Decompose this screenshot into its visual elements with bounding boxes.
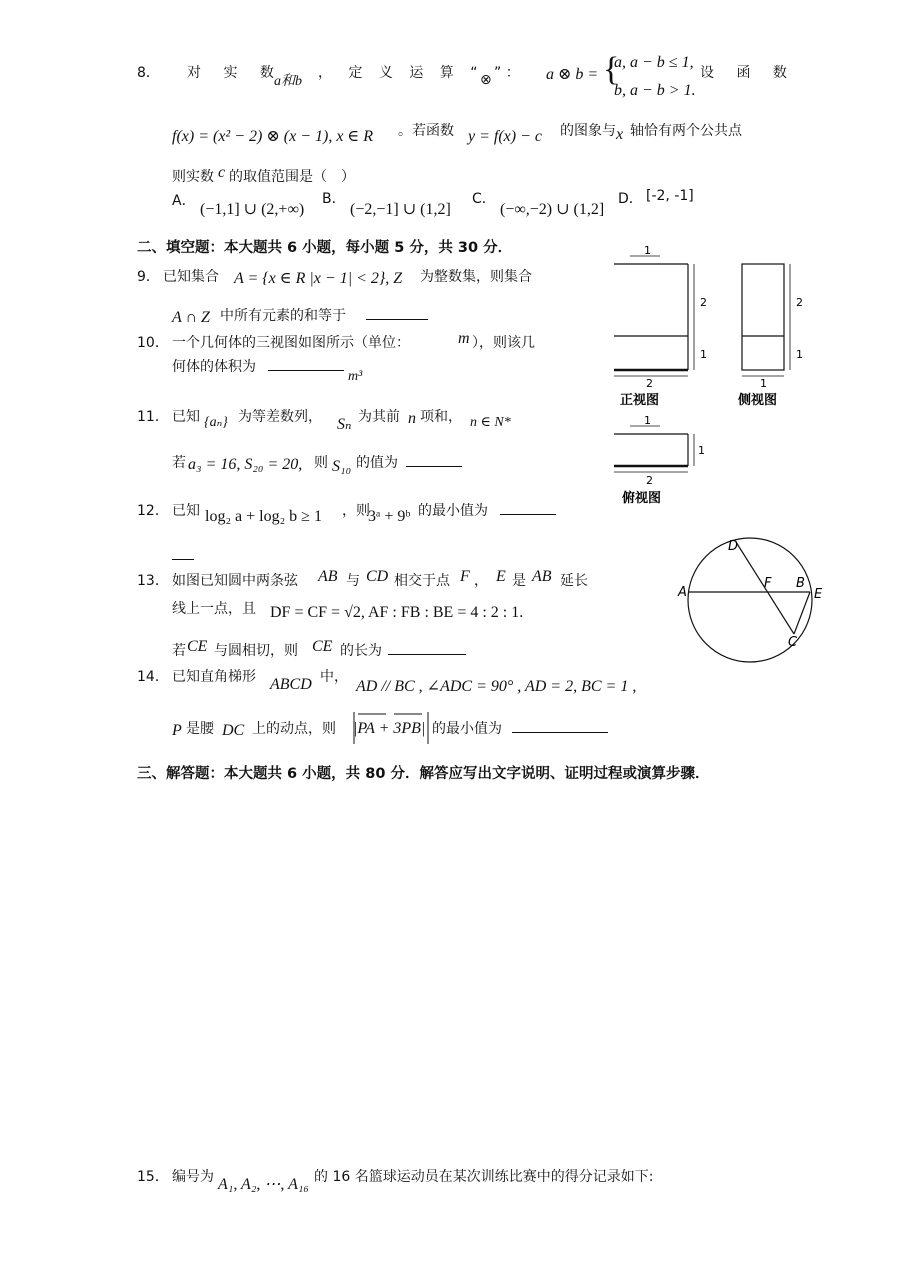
q13-e: E bbox=[496, 568, 506, 585]
q8-text-6: 的图象与 bbox=[560, 123, 616, 139]
q8-text-4: 设 函 数 bbox=[700, 65, 796, 81]
q14-text-1: 已知直角梯形 bbox=[172, 669, 256, 685]
circle-figure bbox=[674, 534, 834, 668]
q8-text-2: ， 定 义 运 算 “ bbox=[318, 65, 484, 81]
q12-number: 12． bbox=[137, 503, 169, 519]
top-dim-label-1: 1 bbox=[644, 414, 651, 427]
q8-option-a: (−1,1] ∪ (2,+∞) bbox=[200, 201, 305, 218]
q8-text-9: 的取值范围是（ ） bbox=[229, 169, 355, 185]
q11-text-1: 已知 bbox=[172, 409, 200, 425]
q11-answer-blank bbox=[406, 452, 462, 467]
q12-answer-blank-cont bbox=[172, 545, 194, 560]
top-dim-label-right: 1 bbox=[698, 444, 705, 457]
point-E-label: E bbox=[814, 587, 823, 602]
q14-number: 14． bbox=[137, 669, 169, 685]
q8-c: c bbox=[218, 164, 226, 181]
q14-text-5: 的最小值为 bbox=[432, 721, 502, 737]
q10-answer-blank bbox=[268, 356, 344, 371]
side-dim-label-width: 1 bbox=[760, 377, 767, 390]
q11-number: 11． bbox=[137, 409, 169, 425]
q13-text-5: 是 bbox=[512, 573, 526, 589]
front-dim-label-3: 1 bbox=[700, 348, 707, 361]
top-dim-label-2: 2 bbox=[646, 474, 653, 487]
q14-expression: |PA + 3PB| bbox=[353, 720, 426, 737]
q8-text-3: ” ： bbox=[494, 65, 520, 81]
q14-text-3: 是腰 bbox=[186, 721, 214, 737]
q8-text-1: 对 实 数 bbox=[187, 65, 283, 81]
q8-operator: ⊗ bbox=[480, 72, 492, 88]
q13-text-1: 如图已知圆中两条弦 bbox=[172, 573, 298, 589]
side-dim-label-1: 1 bbox=[796, 348, 803, 361]
q11-condition: a₃ = 16, S₂₀ = 20, bbox=[188, 456, 303, 473]
three-view-figure bbox=[604, 244, 814, 514]
q13-text-7: 线上一点，且 bbox=[172, 601, 256, 617]
q13-cd: CD bbox=[366, 568, 389, 585]
q14-condition: AD // BC , ∠ADC = 90° , AD = 2, BC = 1 , bbox=[356, 678, 637, 695]
q12-text-1: 已知 bbox=[172, 503, 200, 519]
q8-option-c-label: C． bbox=[472, 191, 496, 207]
q13-text-10: 的长为 bbox=[340, 643, 382, 659]
q13-text-8: 若 bbox=[172, 643, 186, 659]
q13-text-2: 与 bbox=[346, 573, 360, 589]
q10-unit: m bbox=[458, 330, 470, 347]
q13-ce: CE bbox=[187, 638, 208, 655]
q10-unit-2: m³ bbox=[348, 369, 363, 384]
q8-option-a-label: A． bbox=[172, 193, 196, 209]
q13-text-4: ， bbox=[474, 573, 488, 589]
q13-text-9: 与圆相切，则 bbox=[214, 643, 298, 659]
top-view-label: 俯视图 bbox=[622, 491, 662, 506]
q15-text-2: 的 16 名篮球运动员在某次训练比赛中的得分记录如下: bbox=[314, 1169, 654, 1185]
q12-text-3: 的最小值为 bbox=[418, 503, 488, 519]
q10-text-3: 何体的体积为 bbox=[172, 359, 256, 375]
q11-text-4: 项和， bbox=[420, 409, 462, 425]
q8-case-2: b, a − b > 1. bbox=[614, 82, 696, 99]
tangent-CE bbox=[794, 592, 810, 634]
side-dim-label-2: 2 bbox=[796, 296, 803, 309]
q14-answer-blank bbox=[512, 718, 608, 733]
q13-answer-blank bbox=[388, 640, 466, 655]
q11-text-6: 则 bbox=[314, 455, 328, 471]
point-C-label: C bbox=[788, 635, 798, 650]
q8-option-b-label: B． bbox=[322, 191, 346, 207]
q15-list: A₁, A₂, ⋯, A₁₆ bbox=[218, 1176, 309, 1193]
q15-number: 15． bbox=[137, 1169, 169, 1185]
q13-f: F bbox=[460, 568, 470, 585]
front-dim-label-2: 2 bbox=[700, 296, 707, 309]
front-dim-label-4: 2 bbox=[646, 377, 653, 390]
q9-text-3: 中所有元素的和等于 bbox=[220, 308, 346, 324]
q13-condition: DF = CF = √2, AF : FB : BE = 4 : 2 : 1. bbox=[270, 604, 524, 621]
q10-text-1: 一个几何体的三视图如图所示（单位： bbox=[172, 335, 410, 351]
q15-text-1: 编号为 bbox=[172, 1169, 214, 1185]
front-dim-label-1: 1 bbox=[644, 244, 651, 257]
q13-ab-2: AB bbox=[532, 568, 552, 585]
q8-text-7: 轴恰有两个公共点 bbox=[630, 123, 742, 139]
q9-set: A = {x ∈ R |x − 1| < 2}, Z bbox=[234, 270, 403, 287]
side-view-rect bbox=[742, 264, 784, 370]
q13-text-3: 相交于点 bbox=[394, 573, 450, 589]
q11-text-2: 为等差数列， bbox=[238, 409, 322, 425]
q8-ab: a和b bbox=[274, 74, 302, 89]
q8-number: 8． bbox=[137, 65, 160, 81]
q8-option-d: [-2, -1] bbox=[646, 188, 694, 204]
q13-ce-2: CE bbox=[312, 638, 333, 655]
q11-text-5: 若 bbox=[172, 455, 186, 471]
q11-n: n bbox=[408, 410, 416, 427]
q11-s10: S₁₀ bbox=[332, 458, 352, 475]
q12-answer-blank bbox=[500, 500, 556, 515]
point-B-label: B bbox=[796, 576, 805, 591]
q13-ab: AB bbox=[318, 568, 338, 585]
q14-text-4: 上的动点，则 bbox=[252, 721, 336, 737]
q13-text-6: 延长 bbox=[560, 573, 588, 589]
q8-case-1: a, a − b ≤ 1, bbox=[614, 54, 694, 71]
q11-text-3: 为其前 bbox=[358, 409, 400, 425]
q11-sn: Sₙ bbox=[337, 416, 352, 433]
q8-brace: { bbox=[603, 51, 620, 88]
q8-function: f(x) = (x² − 2) ⊗ (x − 1), x ∈ R bbox=[172, 128, 374, 145]
q8-text-8: 则实数 bbox=[172, 169, 214, 185]
q8-yfunc: y = f(x) − c bbox=[468, 128, 542, 145]
q14-dc: DC bbox=[222, 722, 245, 739]
q9-answer-blank bbox=[366, 305, 428, 320]
q9-text-1: 已知集合 bbox=[163, 269, 219, 285]
q8-option-b: (−2,−1] ∪ (1,2] bbox=[350, 201, 451, 218]
q11-nset: n ∈ N* bbox=[470, 415, 511, 430]
q11-text-7: 的值为 bbox=[356, 455, 398, 471]
point-A-label: A bbox=[678, 585, 687, 600]
side-view-label: 侧视图 bbox=[738, 393, 778, 408]
q12-expression: 3ᵃ + 9ᵇ bbox=[368, 508, 411, 525]
q12-condition: log₂ a + log₂ b ≥ 1 bbox=[205, 508, 322, 525]
section-2-heading: 二、填空题：本大题共 6 小题，每小题 5 分，共 30 分． bbox=[137, 240, 513, 256]
q14-abcd: ABCD bbox=[270, 676, 312, 693]
q9-intersection: A ∩ Z bbox=[172, 309, 210, 326]
q9-text-2: 为整数集，则集合 bbox=[420, 269, 532, 285]
q8-text-5: 。若函数 bbox=[398, 123, 454, 139]
q8-x: x bbox=[616, 126, 624, 143]
q8-option-c: (−∞,−2) ∪ (1,2] bbox=[500, 201, 605, 218]
q9-number: 9． bbox=[137, 269, 160, 285]
point-F-label: F bbox=[764, 576, 772, 591]
front-view-label: 正视图 bbox=[620, 393, 660, 408]
q14-p: P bbox=[172, 722, 182, 739]
q10-number: 10． bbox=[137, 335, 169, 351]
q12-text-2: ，则 bbox=[342, 503, 370, 519]
q13-number: 13． bbox=[137, 573, 169, 589]
point-D-label: D bbox=[728, 539, 739, 554]
q14-text-2: 中， bbox=[320, 669, 348, 685]
q8-option-d-label: D． bbox=[618, 191, 643, 207]
section-3-heading: 三、解答题：本大题共 6 小题，共 80 分．解答应写出文字说明、证明过程或演算步骤． bbox=[137, 766, 710, 782]
q8-definition-lhs: a ⊗ b = bbox=[546, 66, 599, 83]
q10-text-2: ），则该几 bbox=[472, 335, 535, 351]
q11-an: {aₙ} bbox=[204, 415, 228, 430]
